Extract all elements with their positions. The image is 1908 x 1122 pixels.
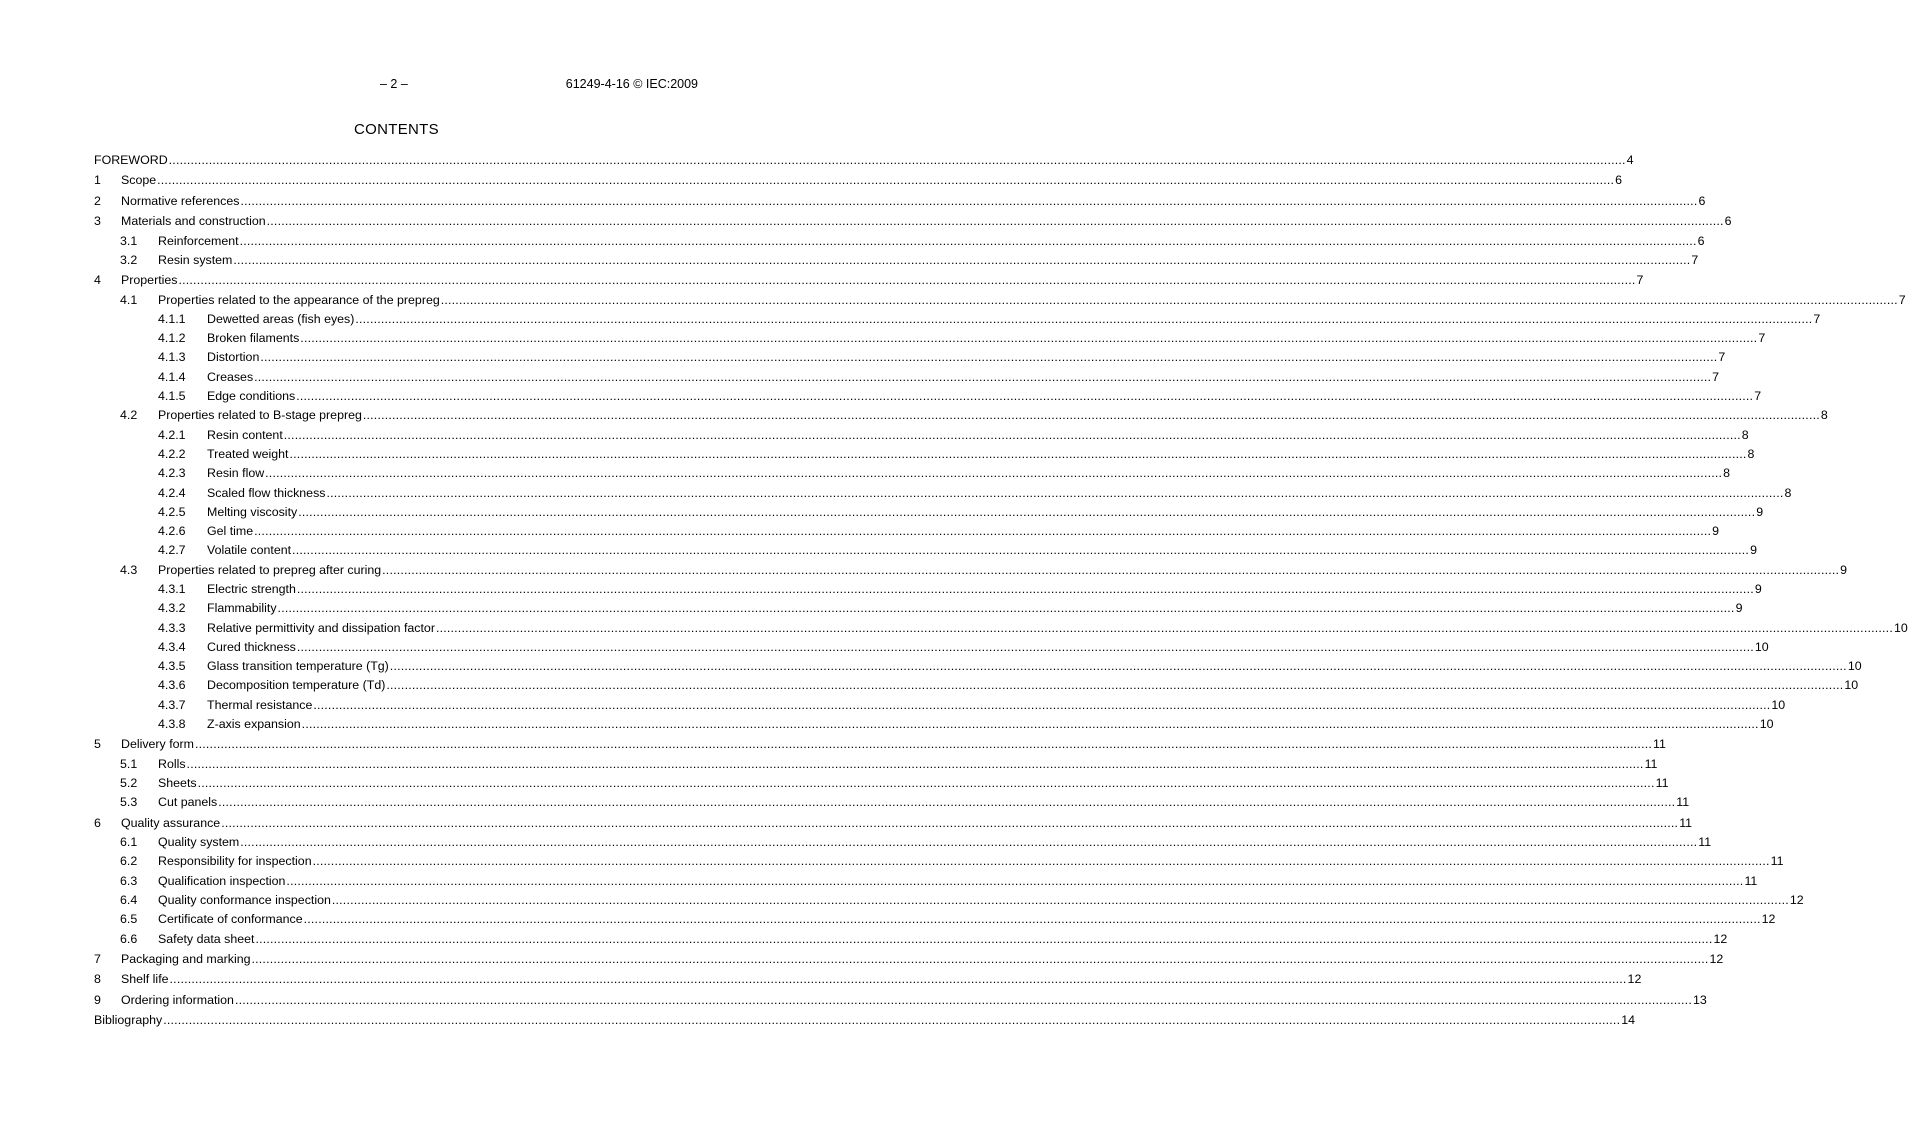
toc-entry[interactable]	[94, 990, 1707, 1010]
toc-entry-page: 8	[1741, 427, 1749, 442]
toc-leader-dots: ................................................................................................................................................................................................................................................................................................................................................................................................................	[277, 601, 1735, 616]
toc-entry[interactable]	[94, 387, 1762, 406]
toc-entry-title: Z-axis expansion	[207, 717, 301, 732]
toc-entry[interactable]	[94, 170, 1623, 190]
toc-entry-number: 4.2.2	[158, 446, 186, 461]
toc-leader-dots: ................................................................................................................................................................................................................................................................................................................................................................................................................	[254, 524, 1712, 539]
toc-entry-title: Melting viscosity	[207, 504, 298, 519]
toc-entry-title: Scope	[121, 173, 157, 188]
toc-entry[interactable]	[94, 580, 1762, 599]
toc-entry-title: Shelf life	[121, 972, 169, 987]
toc-entry[interactable]	[94, 949, 1724, 969]
toc-entry-title: Resin content	[207, 427, 283, 442]
toc-entry-title: Quality system	[158, 835, 240, 850]
toc-entry[interactable]	[94, 368, 1720, 387]
toc-entry-number: 6.2	[120, 854, 138, 869]
toc-entry-title: Normative references	[121, 193, 240, 208]
toc-entry-page: 9	[1712, 524, 1720, 539]
toc-entry-number: 5.1	[120, 756, 138, 771]
toc-leader-dots: ................................................................................................................................................................................................................................................................................................................................................................................................................	[221, 815, 1679, 830]
toc-leader-dots: ................................................................................................................................................................................................................................................................................................................................................................................................................	[386, 678, 1844, 693]
toc-entry-page: 11	[1698, 835, 1712, 850]
toc-entry-number: 4.2.3	[158, 466, 186, 481]
toc-entry[interactable]	[94, 426, 1749, 445]
toc-entry-page: 11	[1653, 737, 1666, 752]
toc-entry-page: 7	[1758, 331, 1766, 346]
toc-entry-page: 9	[1754, 582, 1762, 596]
toc-leader-dots: ................................................................................................................................................................................................................................................................................................................................................................................................................	[292, 543, 1750, 558]
toc-entry-page: 11	[1644, 756, 1658, 771]
toc-leader-dots: ................................................................................................................................................................................................................................................................................................................................................................................................................	[331, 892, 1789, 907]
toc-entry-page: 11	[1655, 776, 1669, 791]
toc-entry-title: Quality conformance inspection	[158, 892, 331, 907]
toc-entry-number: 6.4	[120, 892, 138, 907]
toc-entry-page: 7	[1712, 369, 1720, 384]
toc-leader-dots: ................................................................................................................................................................................................................................................................................................................................................................................................................	[296, 639, 1754, 654]
toc-entry[interactable]	[94, 657, 1862, 676]
toc-entry-number: 6.3	[120, 873, 138, 888]
toc-entry-number: 6.6	[120, 931, 138, 946]
toc-entry[interactable]	[94, 833, 1712, 852]
toc-entry-number: 4.2.6	[158, 524, 186, 539]
toc-entry-title: Properties related to the appearance of the prepreg	[158, 292, 440, 307]
toc-entry-page: 10	[1754, 639, 1769, 654]
toc-entry[interactable]	[94, 348, 1726, 367]
toc-entry-title: Quality assurance	[121, 815, 221, 830]
toc-entry[interactable]	[94, 1010, 1636, 1030]
toc-entry-page: 12	[1789, 892, 1804, 907]
toc-entry-title: Cut panels	[158, 795, 218, 810]
toc-entry[interactable]	[94, 464, 1731, 483]
toc-entry-title: Decomposition temperature (Td)	[207, 678, 386, 693]
toc-leader-dots: ................................................................................................................................................................................................................................................................................................................................................................................................................	[157, 173, 1615, 188]
toc-entry-page: 11	[1744, 873, 1758, 888]
toc-entry-number: 4.3.7	[158, 697, 186, 712]
toc-entry[interactable]	[94, 541, 1757, 560]
page-number: – 2 –	[380, 77, 408, 91]
toc-entry-number: 4.1.4	[158, 369, 186, 384]
toc-entry-title: Flammability	[207, 601, 277, 616]
toc-entry[interactable]	[94, 891, 1804, 910]
toc-entry-page: 6	[1698, 193, 1706, 208]
toc-entry-page: 7	[1718, 350, 1726, 365]
toc-entry[interactable]	[94, 734, 1666, 754]
toc-entry-title: Glass transition temperature (Tg)	[207, 659, 389, 674]
toc-entry-number: 6	[94, 815, 101, 830]
toc-entry-page: 7	[1754, 389, 1762, 404]
toc-entry-number: 4.2	[120, 408, 138, 423]
toc-entry-title: Creases	[207, 369, 254, 384]
toc-leader-dots: ................................................................................................................................................................................................................................................................................................................................................................................................................	[283, 427, 1741, 442]
toc-entry-number: 4.2.1	[158, 427, 186, 442]
toc-entry[interactable]	[94, 232, 1705, 251]
toc-entry-page: 7	[1691, 252, 1699, 267]
toc-entry-number: 4.1.5	[158, 389, 186, 404]
toc-entry-number: 4.3.1	[158, 582, 186, 596]
toc-entry-page: 6	[1615, 173, 1623, 188]
toc-entry-number: 4.3.2	[158, 601, 186, 616]
toc-leader-dots: ................................................................................................................................................................................................................................................................................................................................................................................................................	[251, 951, 1709, 966]
toc-entry-number: 4.2.4	[158, 485, 186, 500]
toc-entry-number: 4.2.5	[158, 504, 186, 519]
toc-entry-number: 4.1.3	[158, 350, 186, 365]
toc-entry-title: Treated weight	[207, 446, 289, 461]
toc-leader-dots: ................................................................................................................................................................................................................................................................................................................................................................................................................	[169, 972, 1627, 987]
toc-leader-dots: ................................................................................................................................................................................................................................................................................................................................................................................................................	[218, 795, 1676, 810]
toc-entry[interactable]	[94, 310, 1821, 329]
toc-entry-title: Reinforcement	[158, 233, 239, 248]
toc-entry[interactable]	[94, 211, 1732, 231]
toc-entry[interactable]	[94, 813, 1693, 833]
toc-leader-dots: ................................................................................................................................................................................................................................................................................................................................................................................................................	[260, 350, 1718, 365]
toc-entry[interactable]	[94, 676, 1859, 695]
toc-entry[interactable]	[94, 522, 1720, 541]
toc-entry[interactable]	[94, 291, 1906, 310]
toc-entry-number: 4.3	[120, 562, 138, 577]
toc-entry[interactable]	[94, 872, 1758, 891]
toc-entry-number: 3.1	[120, 233, 138, 248]
toc-leader-dots: ................................................................................................................................................................................................................................................................................................................................................................................................................	[296, 582, 1754, 596]
toc-entry-title: Materials and construction	[121, 214, 266, 229]
toc-entry-number: 6.1	[120, 835, 138, 850]
toc-entry-title: Rolls	[158, 756, 186, 771]
toc-entry-page: 11	[1676, 795, 1690, 810]
toc-entry-page: 10	[1847, 659, 1862, 674]
toc-entry-page: 7	[1636, 273, 1644, 288]
toc-leader-dots: ................................................................................................................................................................................................................................................................................................................................................................................................................	[194, 737, 1652, 752]
toc-entry-number: 4.1	[120, 292, 138, 307]
toc-entry-title: Sheets	[158, 776, 197, 791]
toc-leader-dots: ................................................................................................................................................................................................................................................................................................................................................................................................................	[362, 408, 1820, 423]
toc-entry[interactable]	[94, 969, 1642, 989]
toc-entry-page: 9	[1735, 601, 1743, 616]
toc-entry-page: 6	[1724, 214, 1732, 229]
toc-entry-title: Ordering information	[121, 992, 234, 1007]
toc-entry-page: 9	[1756, 504, 1764, 519]
toc-leader-dots: ................................................................................................................................................................................................................................................................................................................................................................................................................	[389, 659, 1847, 674]
document-id: 61249-4-16 © IEC:2009	[565, 77, 698, 91]
toc-entry-title: Responsibility for inspection	[158, 854, 312, 869]
toc-leader-dots: ................................................................................................................................................................................................................................................................................................................................................................................................................	[168, 153, 1626, 167]
toc-entry-title: Properties	[121, 273, 178, 288]
toc-entry-number: 9	[94, 992, 101, 1007]
toc-entry-number: 2	[94, 193, 101, 208]
toc-entry-page: 6	[1697, 233, 1705, 248]
toc-entry-number: 4.3.3	[158, 620, 186, 635]
toc-entry[interactable]	[94, 755, 1658, 774]
toc-entry-number: 4.3.8	[158, 717, 186, 732]
toc-entry-number: 3	[94, 214, 101, 229]
toc-entry-page: 7	[1898, 292, 1906, 307]
toc-entry-number: 4.3.5	[158, 659, 186, 674]
toc-entry-page: 14	[1621, 1013, 1636, 1027]
toc-leader-dots: ................................................................................................................................................................................................................................................................................................................................................................................................................	[266, 214, 1724, 229]
toc-entry-number: 4.3.4	[158, 639, 186, 654]
toc-entry-page: 10	[1771, 697, 1786, 712]
toc-entry-page: 12	[1709, 951, 1724, 966]
toc-entry[interactable]	[94, 251, 1699, 270]
toc-entry-number: 4.1.2	[158, 331, 186, 346]
toc-entry-page: 12	[1713, 931, 1728, 946]
toc-entry-number: 4.2.7	[158, 543, 186, 558]
toc-leader-dots: ................................................................................................................................................................................................................................................................................................................................................................................................................	[289, 446, 1747, 461]
page-title: CONTENTS	[354, 121, 439, 138]
toc-entry-page: 8	[1747, 446, 1755, 461]
toc-entry-page: 12	[1761, 912, 1776, 927]
toc-entry-page: 8	[1820, 408, 1828, 423]
toc-entry-number: 4.1.1	[158, 311, 186, 326]
toc-leader-dots: ................................................................................................................................................................................................................................................................................................................................................................................................................	[197, 776, 1655, 791]
toc-leader-dots: ................................................................................................................................................................................................................................................................................................................................................................................................................	[178, 273, 1636, 288]
toc-entry-title: Scaled flow thickness	[207, 485, 326, 500]
toc-leader-dots: ................................................................................................................................................................................................................................................................................................................................................................................................................	[254, 369, 1712, 384]
toc-entry-number: 5.3	[120, 795, 138, 810]
toc-entry-page: 8	[1784, 485, 1792, 500]
toc-entry[interactable]	[94, 696, 1786, 715]
toc-entry-page: 11	[1679, 815, 1693, 830]
toc-entry-title: Electric strength	[207, 582, 296, 596]
toc-leader-dots: ................................................................................................................................................................................................................................................................................................................................................................................................................	[312, 854, 1770, 869]
toc-leader-dots: ................................................................................................................................................................................................................................................................................................................................................................................................................	[300, 331, 1758, 346]
toc-leader-dots: ................................................................................................................................................................................................................................................................................................................................................................................................................	[240, 193, 1698, 208]
toc-entry[interactable]	[94, 638, 1769, 657]
toc-entry-title: Certificate of conformance	[158, 912, 303, 927]
table-of-contents	[94, 150, 1908, 1030]
toc-leader-dots: ................................................................................................................................................................................................................................................................................................................................................................................................................	[163, 1013, 1621, 1027]
toc-leader-dots: ................................................................................................................................................................................................................................................................................................................................................................................................................	[298, 504, 1756, 519]
toc-leader-dots: ................................................................................................................................................................................................................................................................................................................................................................................................................	[186, 756, 1644, 771]
toc-entry[interactable]	[94, 774, 1669, 793]
toc-entry-title: Packaging and marking	[121, 951, 251, 966]
toc-leader-dots: ................................................................................................................................................................................................................................................................................................................................................................................................................	[301, 717, 1759, 732]
toc-entry-page: 12	[1627, 972, 1642, 987]
toc-entry[interactable]	[94, 930, 1728, 949]
toc-entry-title: Delivery form	[121, 737, 194, 752]
toc-entry-title: Volatile content	[207, 543, 292, 558]
toc-entry-number: 5	[94, 737, 101, 752]
toc-entry[interactable]	[94, 715, 1774, 734]
toc-entry-title: Resin flow	[207, 466, 265, 481]
toc-entry-page: 8	[1723, 466, 1731, 481]
toc-entry-page: 13	[1692, 992, 1707, 1007]
toc-leader-dots: ................................................................................................................................................................................................................................................................................................................................................................................................................	[255, 931, 1713, 946]
toc-entry-title: FOREWORD	[94, 153, 168, 167]
toc-entry[interactable]	[94, 484, 1792, 503]
toc-entry-title: Gel time	[207, 524, 254, 539]
toc-entry-number: 4.3.6	[158, 678, 186, 693]
toc-leader-dots: ................................................................................................................................................................................................................................................................................................................................................................................................................	[234, 992, 1692, 1007]
toc-entry[interactable]	[94, 910, 1776, 929]
toc-entry[interactable]	[94, 270, 1644, 290]
toc-entry-number: 8	[94, 972, 101, 987]
toc-leader-dots: ................................................................................................................................................................................................................................................................................................................................................................................................................	[435, 620, 1893, 635]
toc-entry-page: 9	[1750, 543, 1757, 558]
toc-entry-page: 10	[1893, 620, 1908, 635]
toc-entry-title: Properties related to prepreg after curing	[158, 562, 382, 577]
toc-entry-title: Cured thickness	[207, 639, 296, 654]
toc-leader-dots: ................................................................................................................................................................................................................................................................................................................................................................................................................	[240, 835, 1698, 850]
toc-leader-dots: ................................................................................................................................................................................................................................................................................................................................................................................................................	[296, 389, 1754, 404]
toc-entry-title: Safety data sheet	[158, 931, 255, 946]
toc-entry[interactable]	[94, 191, 1706, 211]
toc-entry-title: Dewetted areas (fish eyes)	[207, 311, 355, 326]
toc-entry[interactable]	[94, 561, 1848, 580]
toc-entry-title: Properties related to B-stage prepreg	[158, 408, 362, 423]
toc-entry-page: 7	[1813, 311, 1821, 326]
toc-leader-dots: ................................................................................................................................................................................................................................................................................................................................................................................................................	[233, 252, 1691, 267]
toc-entry-number: 4	[94, 273, 101, 288]
toc-entry-page: 11	[1770, 854, 1784, 869]
toc-entry[interactable]	[94, 793, 1690, 812]
toc-leader-dots: ................................................................................................................................................................................................................................................................................................................................................................................................................	[313, 697, 1771, 712]
toc-entry[interactable]	[94, 329, 1766, 348]
toc-entry-number: 1	[94, 173, 101, 188]
toc-entry-title: Resin system	[158, 252, 233, 267]
toc-leader-dots: ................................................................................................................................................................................................................................................................................................................................................................................................................	[326, 485, 1784, 500]
toc-entry-page: 9	[1840, 562, 1848, 577]
toc-entry[interactable]	[94, 406, 1828, 425]
toc-entry-title: Thermal resistance	[207, 697, 313, 712]
toc-entry-number: 6.5	[120, 912, 138, 927]
toc-entry-page: 10	[1759, 717, 1774, 732]
toc-leader-dots: ................................................................................................................................................................................................................................................................................................................................................................................................................	[355, 311, 1813, 326]
toc-leader-dots: ................................................................................................................................................................................................................................................................................................................................................................................................................	[382, 562, 1840, 577]
toc-leader-dots: ................................................................................................................................................................................................................................................................................................................................................................................................................	[303, 912, 1761, 927]
toc-leader-dots: ................................................................................................................................................................................................................................................................................................................................................................................................................	[286, 873, 1744, 888]
toc-entry[interactable]	[94, 150, 1634, 170]
toc-entry-page: 4	[1626, 153, 1634, 167]
toc-entry[interactable]	[94, 503, 1764, 522]
toc-entry[interactable]	[94, 852, 1784, 871]
toc-entry-title: Relative permittivity and dissipation factor	[207, 620, 435, 635]
toc-entry[interactable]	[94, 599, 1743, 618]
toc-entry[interactable]	[94, 619, 1908, 638]
toc-entry-title: Qualification inspection	[158, 873, 286, 888]
toc-entry-number: 7	[94, 951, 101, 966]
toc-entry[interactable]	[94, 445, 1755, 464]
toc-entry-title: Bibliography	[94, 1013, 163, 1027]
toc-entry-title: Edge conditions	[207, 389, 296, 404]
toc-entry-number: 3.2	[120, 252, 138, 267]
toc-entry-title: Broken filaments	[207, 331, 300, 346]
toc-leader-dots: ................................................................................................................................................................................................................................................................................................................................................................................................................	[239, 233, 1697, 248]
toc-leader-dots: ................................................................................................................................................................................................................................................................................................................................................................................................................	[440, 292, 1898, 307]
toc-entry-page: 10	[1844, 678, 1859, 693]
toc-entry-number: 5.2	[120, 776, 138, 791]
toc-leader-dots: ................................................................................................................................................................................................................................................................................................................................................................................................................	[265, 466, 1723, 481]
toc-entry-title: Distortion	[207, 350, 260, 365]
